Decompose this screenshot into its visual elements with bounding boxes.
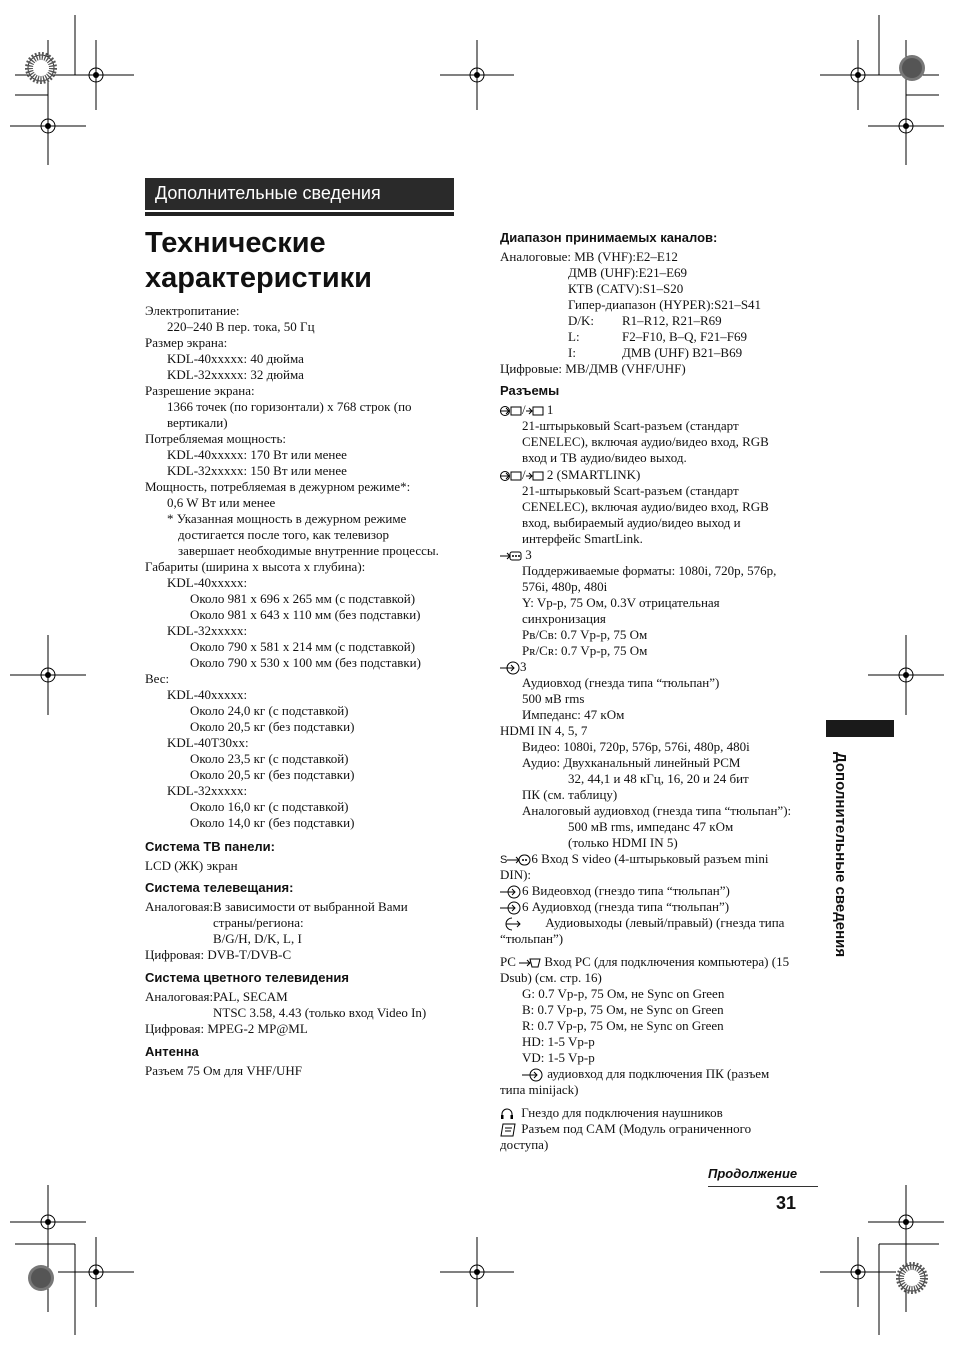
section-banner-label: Дополнительные сведения: [155, 183, 381, 203]
spec-value: Pʀ/Cʀ: 0.7 Vp-p, 75 Ом: [522, 643, 648, 658]
spec-value: Y: Vp-p, 75 Ом, 0.3V отрицательная: [522, 595, 720, 610]
side-tab-label: Дополнительные сведения: [832, 752, 849, 958]
spec-value: вход, выбираемый аудио/видео выход и: [522, 515, 741, 530]
spec-value: CENELEC), включая аудио/видео вход, RGB: [522, 499, 769, 514]
spec-value: KDL-40xxxxx: 40 дюйма: [167, 351, 304, 366]
spec-value: 220–240 В пер. тока, 50 Гц: [167, 319, 315, 334]
spec-label: D/K:: [568, 313, 594, 328]
page-title: [145, 226, 372, 296]
pc-row: [500, 954, 789, 970]
section-heading: Разъемы: [500, 383, 560, 398]
continued-rule: [708, 1186, 818, 1187]
spec-note: завершает необходимые внутренние процессы.: [178, 543, 439, 558]
spec-value: HD: 1-5 Vp-p: [522, 1034, 595, 1049]
spec-value: “тюльпан”): [500, 931, 564, 946]
spec-value: интерфейс SmartLink.: [522, 531, 643, 546]
spec-model: KDL-32xxxxx:: [167, 623, 248, 638]
spec-value: доступа): [500, 1137, 549, 1152]
spec-value: 500 мВ rms, импеданс 47 кОм: [568, 819, 734, 834]
spec-value: 0,6 W Вт или менее: [167, 495, 276, 510]
spec-value: B: 0.7 Vp-p, 75 Ом, не Sync on Green: [522, 1002, 724, 1017]
spec-value: (только HDMI IN 5): [568, 835, 678, 850]
spec-value: Около 14,0 кг (без подставки): [190, 815, 355, 830]
spec-value: Аналоговая:PAL, SECAM: [145, 989, 288, 1004]
spec-value: 576i, 480p, 480i: [522, 579, 608, 594]
audio-output-icon: [500, 917, 522, 931]
spec-value: аудиовход для подключения ПК (разъем: [547, 1066, 770, 1081]
spec-value: Разъем под CAM (Модуль ограниченного: [521, 1121, 752, 1136]
spec-label: Вес:: [145, 671, 170, 686]
connector-number: 2 (SMARTLINK): [546, 467, 641, 482]
spec-value: Около 20,5 кг (без подставки): [190, 767, 355, 782]
spec-label: I:: [568, 345, 576, 360]
spec-value: Поддерживаемые форматы: 1080i, 720p, 576p,: [522, 563, 777, 578]
spec-value: Около 16,0 кг (с подставкой): [190, 799, 349, 814]
spec-value: KDL-32xxxxx: 32 дюйма: [167, 367, 304, 382]
spec-label: Размер экрана:: [145, 335, 228, 350]
spec-model: KDL-40xxxxx:: [167, 575, 248, 590]
audio-input-icon: [522, 1068, 544, 1082]
audio-out-row: [500, 915, 784, 931]
spec-value: Цифровая: DVB-T/DVB-C: [145, 947, 292, 962]
spec-value: F2–F10, B–Q, F21–F69: [622, 329, 747, 344]
spec-label: Мощность, потребляемая в дежурном режиме*:: [145, 479, 411, 494]
component-input-icon: [500, 550, 522, 562]
spec-value: 21-штырьковый Scart-разъем (стандарт: [522, 483, 739, 498]
banner-rule: [145, 212, 454, 216]
spec-label: Потребляемая мощность:: [145, 431, 287, 446]
spec-label: Разрешение экрана:: [145, 383, 255, 398]
continued-label: Продолжение: [708, 1166, 798, 1181]
spec-value: G: 0.7 Vp-p, 75 Ом, не Sync on Green: [522, 986, 725, 1001]
spec-value: Разъем 75 Ом для VHF/UHF: [145, 1063, 302, 1078]
connector-number: 1: [546, 402, 554, 417]
spec-value: B/G/H, D/K, L, I: [213, 931, 302, 946]
spec-value: вход и ТВ аудио/видео выход.: [522, 450, 687, 465]
spec-label: Электропитание:: [145, 303, 240, 318]
spec-value: Гипер-диапазон (HYPER):S21–S41: [568, 297, 762, 312]
pc-prefix: PC: [500, 954, 516, 969]
scart-output-icon: [526, 405, 544, 417]
video-6-row: [500, 883, 730, 899]
spec-note: достигается после того, как телевизор: [178, 527, 389, 542]
spec-value: 6 Видеовход (гнездо типа “тюльпан”): [522, 883, 730, 898]
spec-value: КТВ (CATV):S1–S20: [568, 281, 684, 296]
page-title-line-1: Технические: [145, 227, 326, 259]
spec-value: 32, 44,1 и 48 кГц, 16, 20 и 24 бит: [568, 771, 749, 786]
page-number: 31: [776, 1193, 797, 1213]
spec-value: ДМВ (UHF):E21–E69: [568, 265, 688, 280]
spec-note: * Указанная мощность в дежурном режиме: [167, 511, 407, 526]
component-row: [500, 547, 532, 563]
side-tab-marker: [826, 720, 894, 737]
spec-value: Аналоговые: МВ (VHF):E2–E12: [500, 249, 678, 264]
spec-value: синхронизация: [522, 611, 606, 626]
spec-value: Цифровая: MPEG-2 MP@ML: [145, 1021, 308, 1036]
spec-value: Около 23,5 кг (с подставкой): [190, 751, 349, 766]
spec-label: Габариты (ширина x высота x глубина):: [145, 559, 366, 574]
spec-value: Около 24,0 кг (с подставкой): [190, 703, 349, 718]
spec-value: Около 981 x 643 x 110 мм (без подставки): [190, 607, 421, 622]
spec-value: Вход PC (для подключения компьютера) (15: [544, 954, 790, 969]
connector-number: 3: [520, 659, 527, 674]
spec-value: Видео: 1080i, 720p, 576p, 576i, 480p, 480i: [522, 739, 750, 754]
section-heading: Система ТВ панели:: [145, 839, 276, 854]
spec-value: типа minijack): [500, 1082, 579, 1097]
scart-input-icon: [500, 470, 522, 482]
spec-value: Аудиовыходы (левый/правый) (гнезда типа: [545, 915, 785, 930]
svideo-prefix: S: [500, 854, 508, 866]
audio-input-icon: [500, 661, 520, 675]
hdmi-label: HDMI IN 4, 5, 7: [500, 723, 588, 738]
page-title-line-2: характеристики: [145, 262, 372, 294]
connector-number: 3: [525, 547, 532, 562]
spec-value: Pв/Cв: 0.7 Vp-p, 75 Ом: [522, 627, 648, 642]
spec-value: ДМВ (UHF) B21–B69: [622, 345, 743, 360]
section-heading: Антенна: [145, 1044, 199, 1059]
spec-value: Около 981 x 696 x 265 мм (с подставкой): [190, 591, 416, 606]
spec-value: Аналоговый аудиовход (гнезда типа “тюльпан”):: [522, 803, 792, 818]
spec-model: KDL-32xxxxx:: [167, 783, 248, 798]
spec-value: вертикали): [167, 415, 228, 430]
spec-model: KDL-40xxxxx:: [167, 687, 248, 702]
spec-value: Аналоговая:В зависимости от выбранной Вами: [145, 899, 408, 914]
spec-value: Импеданс: 47 кОм: [522, 707, 625, 722]
spec-value: 500 мВ rms: [522, 691, 585, 706]
spec-value: 1366 точек (по горизонтали) x 768 строк (по: [167, 399, 412, 414]
section-heading: Система цветного телевидения: [145, 970, 349, 985]
headphone-icon: [500, 1108, 514, 1120]
spec-value: NTSC 3.58, 4.43 (только вход Video In): [213, 1005, 427, 1020]
spec-value: Dsub) (см. стр. 16): [500, 970, 602, 985]
scart-2-row: / 2 (SMARTLINK): [500, 467, 640, 483]
scart-input-icon: [500, 405, 522, 417]
spec-value: KDL-40xxxxx: 170 Вт или менее: [167, 447, 347, 462]
headphone-row: [500, 1105, 723, 1121]
spec-model: KDL-40T30xx:: [167, 735, 249, 750]
spec-value: 6 Вход S video (4-штырьковый разъем mini: [531, 851, 769, 866]
spec-value: Около 790 x 581 x 214 мм (с подставкой): [190, 639, 416, 654]
pc-input-icon: [519, 957, 541, 969]
pc-audio-row: [522, 1066, 769, 1082]
section-heading: Система телевещания:: [145, 880, 294, 895]
audio-6-row: [500, 899, 729, 915]
cam-row: [500, 1121, 751, 1137]
svideo-row: [500, 851, 768, 868]
spec-value: Цифровые: МВ/ДМВ (VHF/UHF): [500, 361, 686, 376]
video-input-icon: [500, 885, 522, 899]
spec-label: L:: [568, 329, 580, 344]
audio-3-row: [500, 659, 527, 675]
spec-value: VD: 1-5 Vp-p: [522, 1050, 595, 1065]
audio-input-icon: [500, 901, 522, 915]
spec-value: KDL-32xxxxx: 150 Вт или менее: [167, 463, 347, 478]
spec-value: Аудио: Двухканальный линейный PCM: [522, 755, 741, 770]
spec-value: Гнездо для подключения наушников: [521, 1105, 723, 1120]
scart-output-icon: [526, 470, 544, 482]
spec-value: страны/региона:: [213, 915, 304, 930]
spec-value: LCD (ЖК) экран: [145, 858, 238, 873]
section-heading: Диапазон принимаемых каналов:: [500, 230, 718, 245]
spec-value: Аудиовход (гнезда типа “тюльпан”): [522, 675, 720, 690]
spec-value: R: 0.7 Vp-p, 75 Ом, не Sync on Green: [522, 1018, 724, 1033]
spec-value: DIN):: [500, 867, 532, 882]
section-banner: [145, 178, 454, 210]
spec-value: 21-штырьковый Scart-разъем (стандарт: [522, 418, 739, 433]
spec-value: CENELEC), включая аудио/видео вход, RGB: [522, 434, 769, 449]
spec-value: Около 790 x 530 x 100 мм (без подставки): [190, 655, 421, 670]
svideo-input-icon: [507, 854, 531, 866]
scart-1-row: / 1: [500, 402, 553, 418]
cam-slot-icon: [500, 1123, 518, 1137]
spec-value: ПК (см. таблицу): [522, 787, 618, 802]
spec-value: Около 20,5 кг (без подставки): [190, 719, 355, 734]
spec-value: 6 Аудиовход (гнезда типа “тюльпан”): [522, 899, 730, 914]
spec-value: R1–R12, R21–R69: [622, 313, 722, 328]
